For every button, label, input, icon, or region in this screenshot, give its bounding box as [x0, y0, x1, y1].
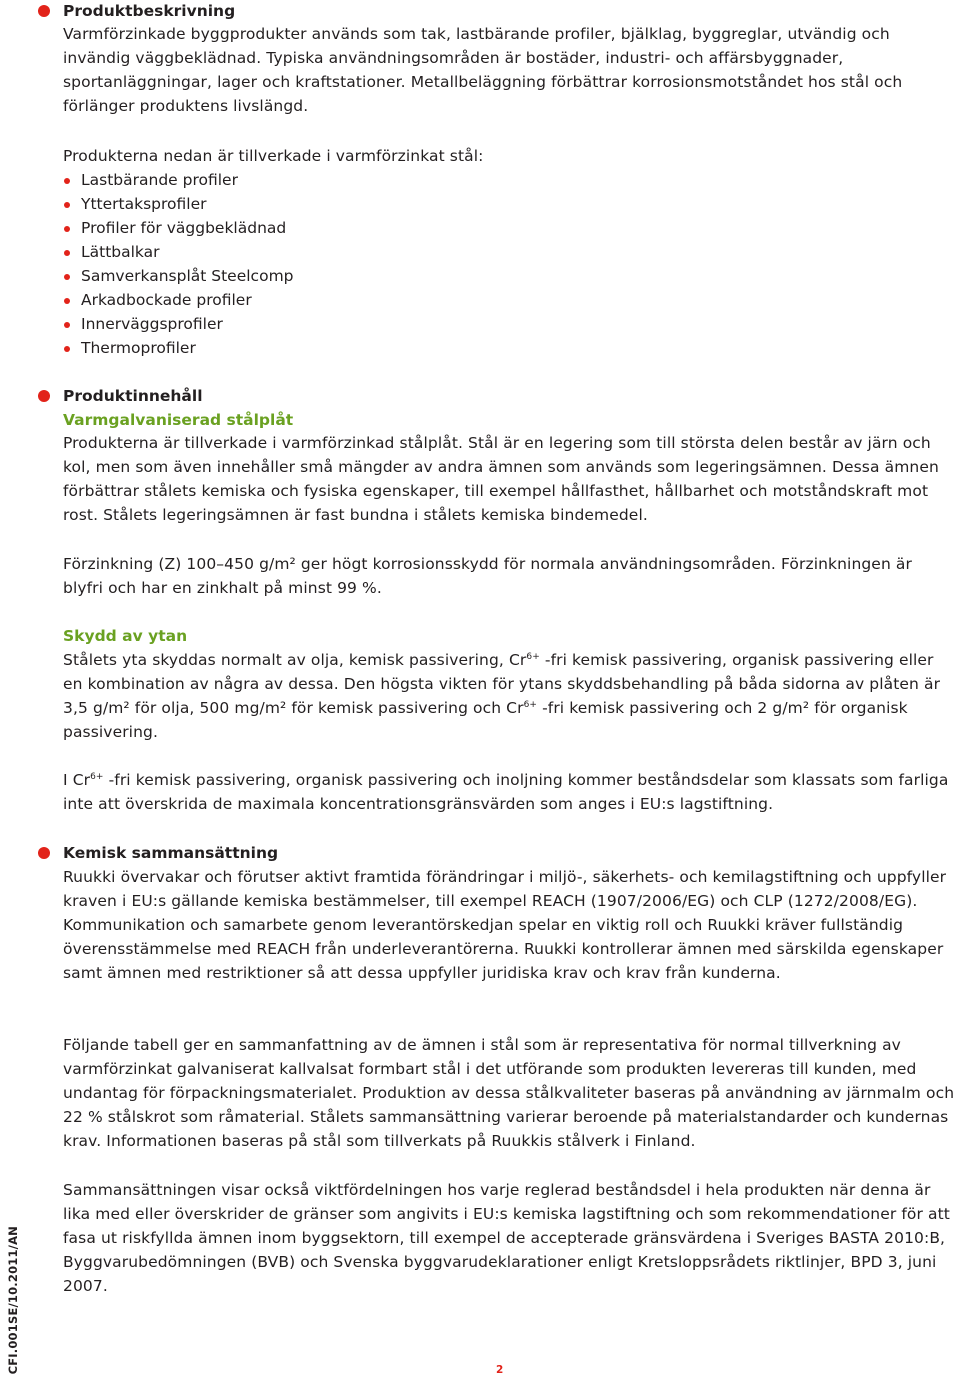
list-item-label: Arkadbockade profiler [81, 291, 252, 309]
paragraph-zinc: Förzinkning (Z) 100–450 g/m² ger högt korrosionsskydd för normala användningsområden. Förzinkningen är blyfri och har en zinkhalt på minst 99 %. [63, 555, 912, 597]
superscript: 6+ [90, 772, 104, 782]
list-item [63, 264, 294, 288]
list-bullet [64, 226, 70, 232]
paragraph-surface-protection [63, 648, 955, 744]
list-item [63, 312, 294, 336]
intro-paragraph: Varmförzinkade byggprodukter används som tak, lastbärande profiler, bjälklag, byggreglar, utvändig och invändig väggbeklädnad. Typiska användningsområden är bostäder, industri- och affärsbyggnader, sportanläggningar, lager och kraftstationer. Metallbeläggning förbättrar korrosionsmotståndet hos stål och förlänger produktens livslängd. [63, 25, 903, 115]
section-title: Produktinnehåll [63, 387, 203, 405]
section-bullet [38, 390, 50, 402]
paragraph-composition: Sammansättningen visar också viktfördelningen hos varje reglerad beståndsdel i hela produkten när denna är lika med eller överskrider de gränser som angivits i EU:s kemiska lagstiftning och som rekommendationer för att fasa ut riskfyllda ämnen inom byggsektorn, till exempel de accepterade gränsvärdena i Sveriges BASTA 2010:B, Byggvarubedömningen (BVB) och Svenska byggvarudeklarationer enligt Kretsloppsrådets riktlinjer, BPD 3, juni 2007. [63, 1181, 950, 1295]
list-bullet [64, 298, 70, 304]
list-bullet [64, 202, 70, 208]
text-run: -fri kemisk passivering, organisk passivering eller en kombination av några av dessa. Den högsta vikten för ytans skyddsbehandling på båda sidorna av plåten är 3,5 g/m² för olja, 500 mg/m² för kemisk passivering och Cr [63, 651, 941, 717]
list-intro: Produkterna nedan är tillverkade i varmförzinkat stål: [63, 147, 484, 165]
paragraph-summary: Följande tabell ger en sammanfattning av de ämnen i stål som är representativa för normal tillverkning av varmförzinkat galvaniserat kallvalsat formbart stål i det utförande som produkten levereras till kunden, med undantag för förpackningsmaterialet. Produktion av dessa stålkvaliteter baseras på användning av järnmalm och 22 % stålskrot som råmaterial. Stålets sammansättning varierar beroende på materialstandarder och kundernas krav. Informationen baseras på stål som tillverkats på Ruukkis stålverk i Finland. [63, 1036, 955, 1150]
list-item-label: Profiler för väggbeklädnad [81, 219, 287, 237]
paragraph-steel: Produkterna är tillverkade i varmförzinkad stålplåt. Stål är en legering som till största delen består av järn och kol, men som även innehåller små mängder av andra ämnen som används som legeringsämnen. Dessa ämnen förbättrar stålets kemiska och fysiska egenskaper, till exempel hållfasthet, hållbarhet och motståndskraft mot rost. Stålets legeringsämnen är fast bundna i stålets kemiska bindemedel. [63, 434, 939, 524]
list-item [63, 336, 294, 360]
list-item [63, 192, 294, 216]
list-item [63, 168, 294, 192]
paragraph-regulation: Ruukki övervakar och förutser aktivt framtida förändringar i miljö-, säkerhets- och kemilagstiftning och uppfyller kraven i EU:s gällande kemiska bestämmelser, till exempel REACH (1907/2006/EG) och CLP (1272/2008/EG). Kommunikation och samarbete genom leverantörskedjan spelar en viktig roll och Ruukki kräver fullständig överensstämmelse med REACH från underleverantörerna. Ruukki kontrollerar ämnen med särskilda egenskaper samt ämnen med restriktioner så att dessa uppfyller juridiska krav och krav från kunderna. [63, 868, 947, 982]
paragraph-passivation [63, 768, 955, 816]
list-item [63, 288, 294, 312]
list-item [63, 240, 294, 264]
superscript: 6+ [526, 652, 540, 662]
text-run: -fri kemisk passivering, organisk passivering och inoljning kommer beståndsdelar som klassats som farliga inte att överskrida de maximala koncentrationsgränsvärden som anges i EU:s lagstiftning. [63, 771, 949, 813]
list-bullet [64, 250, 70, 256]
list-item-label: Lastbärande profiler [81, 171, 238, 189]
list-bullet [64, 178, 70, 184]
product-list [63, 168, 294, 360]
text-run: I Cr [63, 771, 91, 789]
list-item-label: Lättbalkar [81, 243, 160, 261]
text-run: Stålets yta skyddas normalt av olja, kemisk passivering, Cr [63, 651, 527, 669]
list-item-label: Thermoprofiler [81, 339, 196, 357]
section-title: Kemisk sammansättning [63, 844, 279, 862]
text-run: -fri kemisk passivering och 2 g/m² för organisk passivering. [63, 699, 908, 741]
list-bullet [64, 346, 70, 352]
page-number: 2 [496, 1364, 504, 1376]
section-title: Produktbeskrivning [63, 2, 236, 20]
subheading-varmgalvaniserad: Varmgalvaniserad stålplåt [63, 411, 294, 429]
list-bullet [64, 274, 70, 280]
section-bullet [38, 5, 50, 17]
list-item-label: Yttertaksprofiler [81, 195, 207, 213]
subheading-skydd-av-ytan: Skydd av ytan [63, 627, 188, 645]
superscript: 6+ [523, 700, 538, 710]
list-item-label: Samverkansplåt Steelcomp [81, 267, 294, 285]
document-code: CFI.001SE/10.2011/AN [6, 1225, 20, 1374]
list-item-label: Innerväggsprofiler [81, 315, 223, 333]
list-item [63, 216, 294, 240]
list-bullet [64, 322, 70, 328]
section-bullet [38, 847, 50, 859]
